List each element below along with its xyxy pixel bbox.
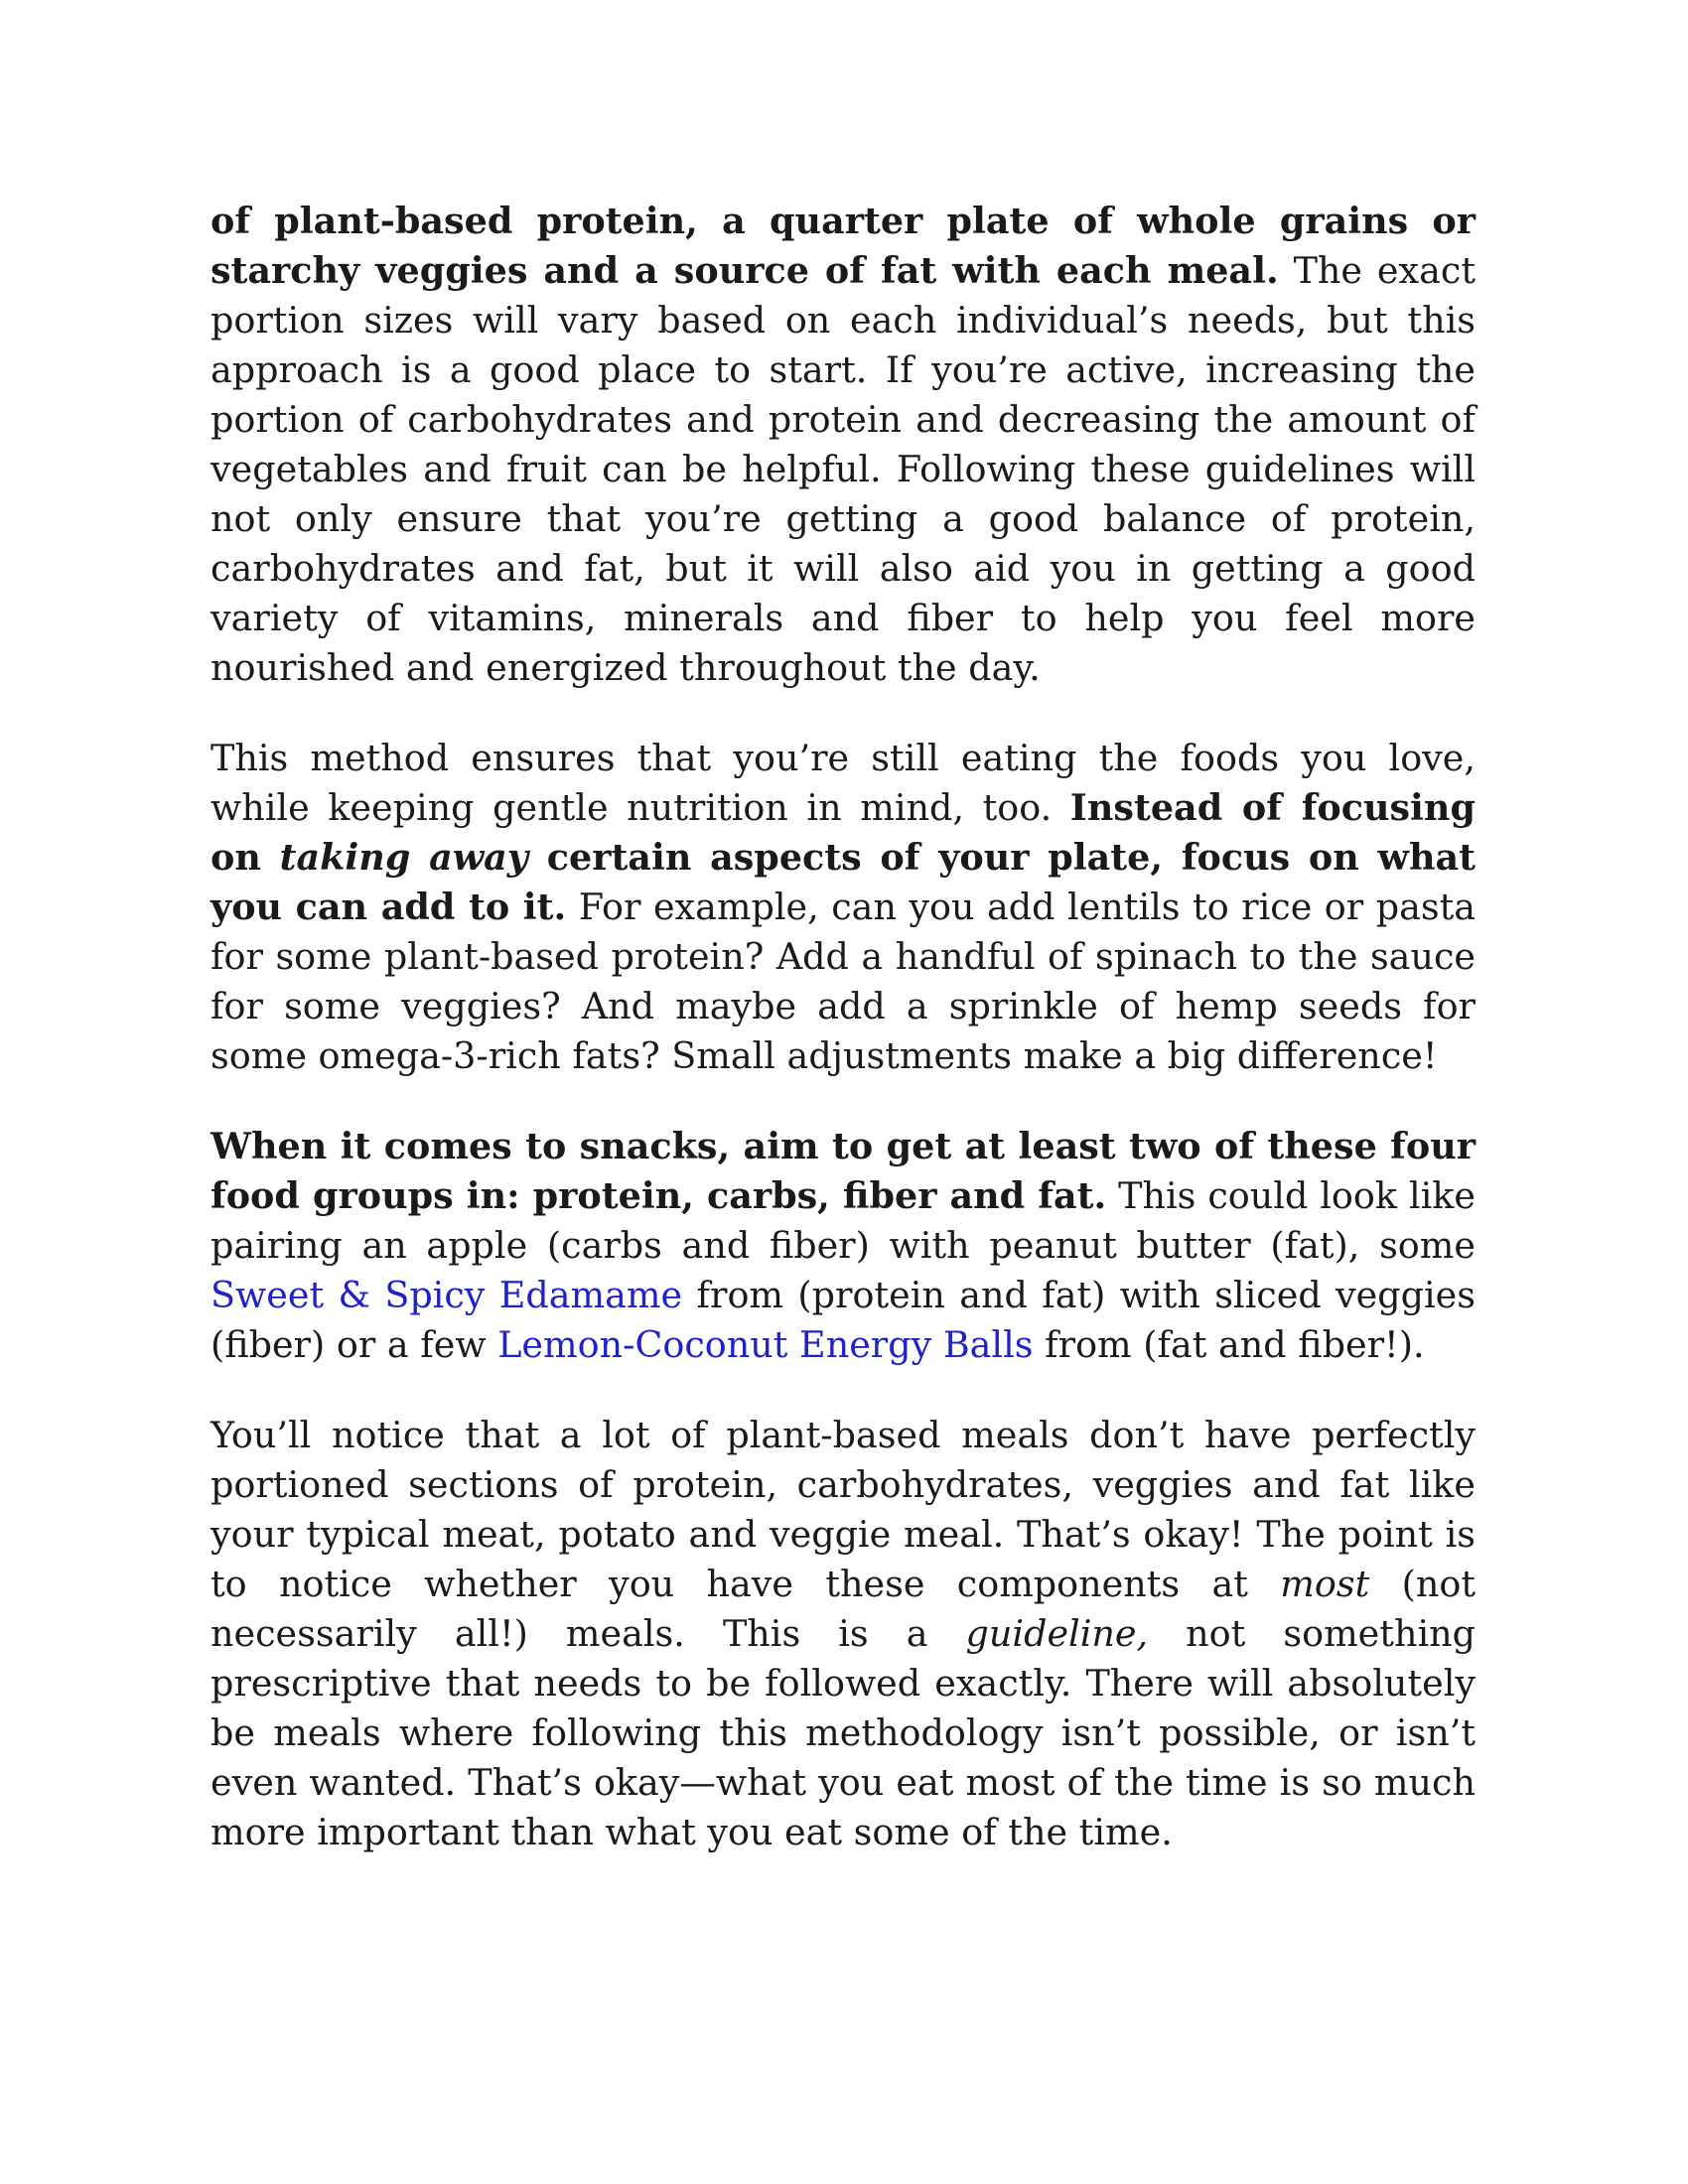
link-lemon-coconut-energy-balls[interactable]: Lemon-Coconut Energy Balls — [497, 1323, 1034, 1366]
paragraph-text: You’ll notice that a lot of plant-based meals don’t have perfectly portioned sections of protein, carbohydrates, veggies and fat like your typical meat, potato and veggie meal. That’s okay! The point is to notice whether you have these components at — [211, 1414, 1476, 1605]
italic-guideline: guideline, — [965, 1612, 1149, 1655]
bold-italic-taking-away: taking away — [279, 836, 529, 879]
paragraph-plate-guidelines — [211, 197, 1476, 693]
bold-focus-text-continued: certain aspects of your plate, focus on what you can add to it. — [211, 836, 1476, 928]
paragraph-add-to-plate — [211, 734, 1476, 1081]
bold-focus-text: Instead of focusing on — [211, 786, 1476, 879]
paragraph-text: (not necessarily all!) meals. This is a — [211, 1563, 1476, 1655]
paragraph-text: The exact portion sizes will vary based on each individual’s needs, but this approach is a good place to start. If you’re active, increasing the portion of carbohydrates and protein and decreasing the amount of vegetables and fruit can be helpful. Following these guidelines will not only ensure that you’re getting a good balance of protein, carbohydrates and fat, but it will also aid you in getting a good variety of vitamins, minerals and fiber to help you feel more nourished and energized throughout the day. — [211, 249, 1476, 689]
bold-plate-guideline: of plant-based protein, a quarter plate of whole grains or starchy veggies and a source of fat with each meal. — [211, 200, 1476, 292]
paragraph-text: This could look like pairing an apple (carbs and fiber) with peanut butter (fat), some — [211, 1174, 1477, 1267]
paragraph-text: For example, can you add lentils to rice or pasta for some plant-based protein? Add a handful of spinach to the sauce for some veggies? And maybe add a sprinkle of hemp seeds for some omega-3-rich fats? Small adjustments make a big difference! — [211, 886, 1477, 1077]
paragraph-text: This method ensures that you’re still eating the foods you love, while keeping gentle nutrition in mind, too. — [211, 737, 1476, 829]
document-body — [211, 197, 1476, 1898]
paragraph-text: from (protein and fat) with sliced veggies (fiber) or a few — [211, 1274, 1476, 1366]
bold-snacks-guideline: When it comes to snacks, aim to get at least two of these four food groups in: protein, carbs, fiber and fat. — [211, 1125, 1476, 1217]
link-sweet-spicy-edamame[interactable]: Sweet & Spicy Edamame — [211, 1274, 683, 1316]
italic-most: most — [1280, 1563, 1370, 1605]
paragraph-text: not something prescriptive that needs to be followed exactly. There will absolutely be meals where following this methodology isn’t possible, or isn’t even wanted. That’s okay—what you eat most of the time is so much more important than what you eat some of the time. — [211, 1612, 1477, 1853]
paragraph-text: from (fat and fiber!). — [1033, 1323, 1425, 1366]
paragraph-flexibility — [211, 1411, 1476, 1857]
paragraph-snacks — [211, 1122, 1476, 1370]
